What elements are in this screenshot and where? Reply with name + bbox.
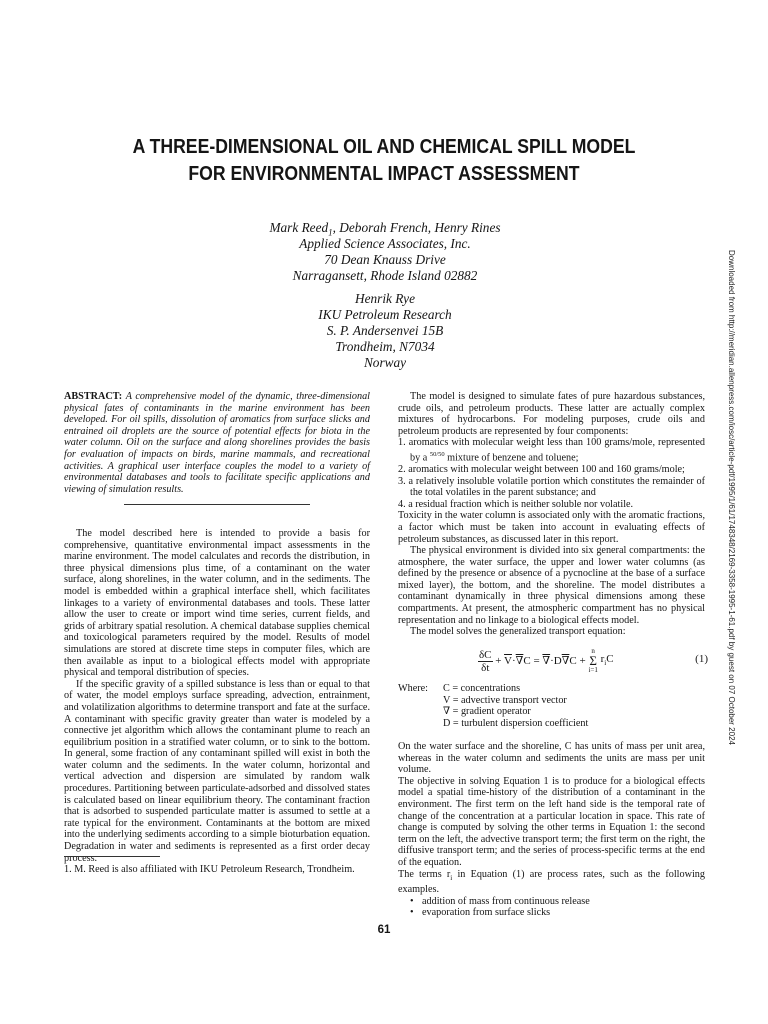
eq-rate-subscript: i [604,659,607,668]
transport-equation [478,648,708,674]
right-column-body [398,391,705,638]
component-list-item-4: 4. a residual fraction which is neither soluble nor volatile. [398,498,634,510]
equation-summation [588,648,597,674]
equation-number: (1) [695,653,708,665]
equation-numerator: δC [479,648,492,661]
eq-dot-1: · [512,655,516,667]
component-list-item-3: 3. a relatively insoluble volatile portion which constitutes the remainder of the total volatiles in the parent substance; and [398,475,705,499]
component-list-item-1 [398,437,705,464]
where-row: ∇ = gradient operator [443,706,531,717]
author-name-reed: Mark Reed [269,220,329,235]
where-label: Where: [398,683,428,694]
right-paragraph-3: The physical environment is divided into six general compartments: the atmosphere, the water surface, the upper and lower water columns (as defined by the presence or absence of a pycnocline at the base of a surface mixed layer), the bottom, and the shoreline. The model distributes a contaminant dynamically in three physical dimensions among these compartments. At present, the atmospheric compartment has no physical representation and no linkage to a biological effects model. [398,545,705,626]
right-paragraph-2: Toxicity in the water column is associated only with the aromatic fractions, a factor which must be taken into account in evaluating effects of petroleum substances, as discussed later in this report. [398,510,705,545]
eq-gradient-3: ∇ [561,655,570,667]
author-names-1 [120,220,650,236]
eq-plus-2: C + [569,655,586,667]
author-street-1: 70 Dean Knauss Drive [324,252,446,267]
title-line-1: A THREE-DIMENSIONAL OIL AND CHEMICAL SPILL MODEL [132,135,636,158]
author-names-rest: , Deborah French, Henry Rines [332,220,501,235]
list-1-text-b: mixture of benzene and toluene; [444,452,579,464]
footnote-divider [64,856,160,857]
equation-tail [601,653,614,669]
body-paragraph-2: If the specific gravity of a spilled substance is less than or equal to that of water, the model employs surface spreading, advection, entrainment, and volatilization algorithms to determine transport and fate at the surface. A contaminant with specific gravity greater than water is modeled by a connective jet algorithm which allows the contaminant plume to reach an equilibrium position in a stratified water column, or to sink to the bottom. In general, some fraction of any contaminant spilled will exist in both the water column and the sediments. In the water column, horizontal and vertical advection and dispersion are simulated by random walk procedures. Partitioning between particulate-adsorbed and dissolved states is calculated based on linear equilibrium theory. The contaminant fraction that is adsorbed to suspended particulate matter is assumed to settle at a rate typical for the environment. Contaminants at the bottom are mixed into the underlying sediments according to a simple bioturbation equation. Degradation in water and sediments is represented as a first order decay process. [64,678,370,864]
bullet-item: • evaporation from surface slicks [398,907,705,919]
where-row: D = turbulent dispersion coefficient [443,717,589,729]
list-1-text-a: 1. aromatics with molecular weight less than 100 grams/mole, represented by a [398,437,705,464]
author-block-2 [120,291,650,371]
component-list-item-2: 2. aromatics with molecular weight between 100 and 160 grams/mole; [398,463,685,475]
page-number: 61 [377,924,391,936]
right-column-body-2 [398,741,705,919]
where-row: V = advective transport vector [443,694,567,706]
author-org-2: IKU Petroleum Research [318,307,452,322]
title-line-2: FOR ENVIRONMENTAL IMPACT ASSESSMENT [188,162,580,185]
download-watermark-text: Downloaded from http://meridian.allenpress.com/iosc/article-pdf/1995/1/61/1748348/2169-3358-1995-1-61.pdf by guest on 07 October 2024 [727,250,736,745]
bullet-item: • addition of mass from continuous release [398,896,705,908]
eq-gradient-1: ∇ [515,655,524,667]
sum-upper-limit: n [591,647,595,655]
abstract-divider [124,504,310,505]
body-paragraph-1: The model described here is intended to provide a basis for comprehensive, quantitative environmental impact assessments in the marine environment. The model calculates and records the distribution, in three physical dimensions plus time, of a contaminant on the water surface, along shorelines, in the water column, and in the sediments. The model is embedded within a graphical interface shell, which facilitates linkages to a variety of environmental databases and tools. These latter allow the user to create or import wind time series, current fields, and grids of arbitrary spatial resolution. A chemical database supplies chemical and toxicological parameters required by the model. Results of model simulations are stored at discrete time steps in computer files, which are then available as input to a biological effects model with appropriate physical and temporal distribution of species. [64,528,370,679]
paper-title [105,133,662,187]
right-paragraph-5: On the water surface and the shoreline, C has units of mass per unit area, whereas in the water column and sediments the units are mass per unit volume. [398,741,705,776]
eq-rate: r [600,652,605,665]
eq-equals: C = [523,655,543,667]
right-paragraph-1: The model is designed to simulate fates of pure hazardous substances, crude oils, and petroleum products. These latter are actually complex mixtures of hydrocarbons. For modeling purposes, crude oils and petroleum products are represented by four components: [398,391,705,437]
abstract-label: ABSTRACT: [64,391,123,402]
where-row: C = concentrations [443,683,521,694]
sum-symbol: Σ [589,653,597,668]
p7-text-b: in Equation (1) are process rates, such as the following examples. [398,868,705,896]
author-city-2: Trondheim, N7034 [335,339,435,354]
sum-lower-limit: i=1 [588,666,598,674]
author-street-2: S. P. Andersenvei 15B [326,323,444,338]
equation-terms [495,655,585,667]
equation-fraction [478,649,493,674]
eq-concentration: C [606,652,614,665]
p7-text-a: The terms r [398,868,451,880]
eq-gradient-2: ∇ [542,655,551,667]
left-column-body [64,528,370,864]
abstract-paragraph [64,391,370,495]
right-paragraph-4: The model solves the generalized transport equation: [410,626,626,638]
author-footnote-mark: 1 [328,227,333,238]
author-block-1 [120,220,650,284]
author-name-2: Henrik Rye [355,291,415,306]
right-paragraph-7 [398,869,705,896]
download-watermark [725,250,739,790]
p7-subscript: i [450,873,453,882]
list-1-fraction: 50/50 [429,450,445,458]
author-city-1: Narragansett, Rhode Island 02882 [292,268,478,283]
footnote-text: 1. M. Reed is also affiliated with IKU Petroleum Research, Trondheim. [64,864,355,875]
eq-velocity-vector: $\overline{V}$ [504,655,512,667]
abstract-text: A comprehensive model of the dynamic, three-dimensional physical fates of contaminants in the marine environment has been developed. For oil spills, dissolution of aromatics from surface slicks and entrained oil droplets are the source of potential effects for biota in the water column. Oil on the surface and along shorelines provides the basis for evaluation of impacts on birds, marine mammals, and recreational activities. A graphical user interface couples the model to a variety of environmental databases and tools to facilitate specific applications and viewing of simulation results. [64,391,370,495]
footnote [64,864,370,876]
eq-dispersion: ·D [550,655,562,667]
right-paragraph-6: The objective in solving Equation 1 is to produce for a biological effects model a spatial time-history of the distribution of a contaminant in the environment. The first term on the left hand side is the temporal rate of change of the concentration at a particular location in space. This rate of change is computed by solving the other terms in Equation 1: the second term on the left, the advective transport term; the first term on the right, the diffusive transport term; and the series of process-specific terms at the end of the equation. [398,775,705,868]
equation-denominator: δt [481,661,490,674]
author-org-1: Applied Science Associates, Inc. [299,236,471,251]
abstract [64,391,370,495]
eq-plus-1: + [495,655,505,667]
author-country-2: Norway [363,355,407,370]
